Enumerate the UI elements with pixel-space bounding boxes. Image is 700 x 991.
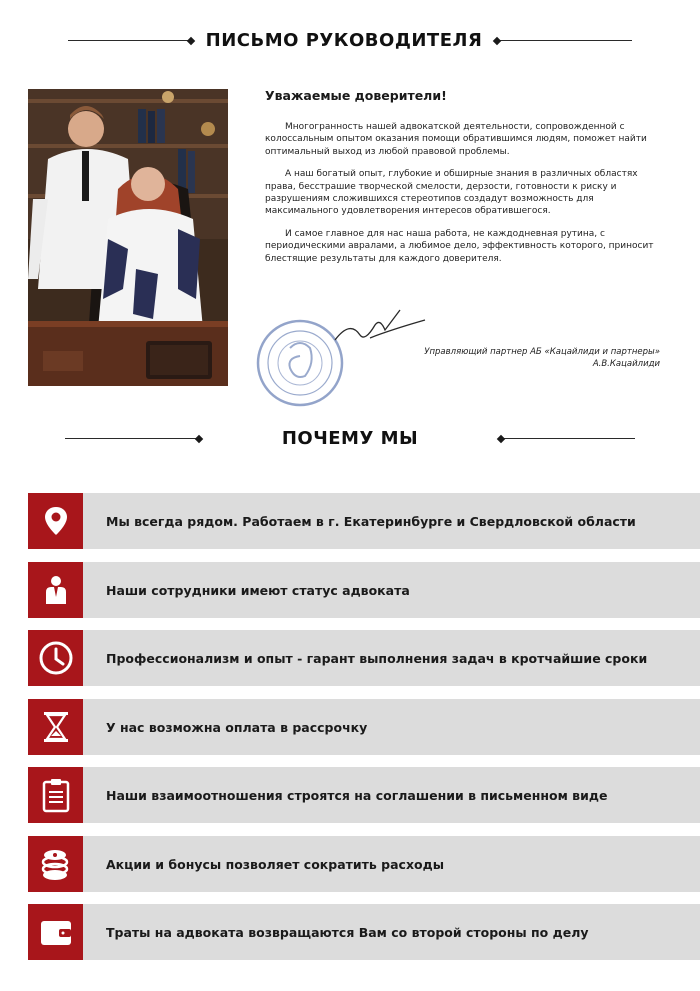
- benefit-icon-box: [28, 562, 83, 618]
- benefit-row: [28, 562, 700, 618]
- benefit-text: Акции и бонусы позволяет сократить расходы: [106, 856, 445, 872]
- letter-paragraph: Многогранность нашей адвокатской деятельности, сопровожденной с колоссальным опытом оказания помощи обратившимся людям, поможет найти оптимальный выход из любой правовой проблемы.: [265, 122, 647, 157]
- benefit-row: [28, 699, 700, 755]
- benefit-icon-box: [28, 767, 83, 823]
- benefit-text: Мы всегда рядом. Работаем в г. Екатеринбурге и Свердловской области: [106, 513, 636, 529]
- benefit-text: Наши сотрудники имеют статус адвоката: [106, 582, 410, 598]
- benefit-icon-box: [28, 493, 83, 549]
- diamond-ornament: [195, 434, 203, 442]
- wallet-icon: [39, 917, 73, 947]
- clipboard-icon: [41, 777, 71, 813]
- letter-section-header: [0, 30, 700, 51]
- benefit-text: Наши взаимоотношения строятся на соглашении в письменном виде: [106, 787, 608, 803]
- divider-line: [68, 40, 188, 41]
- why-us-section-header: [0, 428, 700, 449]
- benefit-icon-box: [28, 630, 83, 686]
- benefit-icon-box: [28, 836, 83, 892]
- section-title: ПИСЬМО РУКОВОДИТЕЛЯ: [205, 30, 483, 51]
- benefit-row: [28, 493, 700, 549]
- benefit-text: Траты на адвоката возвращаются Вам со второй стороны по делу: [106, 924, 589, 940]
- benefit-row: [28, 767, 700, 823]
- map-pin-icon: [39, 504, 73, 538]
- hourglass-icon: [41, 710, 71, 744]
- benefit-icon-box: [28, 904, 83, 960]
- letter-signature-block: [380, 346, 660, 370]
- signature-role: Управляющий партнер АБ «Кацайлиди и партнеры»: [424, 347, 660, 357]
- benefit-icon-box: [28, 699, 83, 755]
- divider-line: [500, 40, 632, 41]
- benefit-text: У нас возможна оплата в рассрочку: [106, 719, 368, 735]
- divider-line: [65, 438, 196, 439]
- director-photo: [28, 89, 228, 386]
- section-title: ПОЧЕМУ МЫ: [281, 428, 419, 449]
- letter-paragraph: И самое главное для нас наша работа, не каждодневная рутина, с периодическими авралами, а любимое дело, эффективность которого, приносит блестящие результаты для каждого доверителя.: [265, 228, 654, 264]
- benefit-row: [28, 630, 700, 686]
- director-letter: [265, 88, 660, 275]
- diamond-ornament: [497, 434, 505, 442]
- letter-paragraph: А наш богатый опыт, глубокие и обширные знания в различных областях права, бесстрашие творческой смелости, дерзости, готовности к риску и разрушениям сложившихся стереотипов создадут возможность для максимального удовлетворения интересов обратившегося.: [265, 169, 638, 217]
- signature-name: А.В.Кацайлиди: [592, 359, 660, 369]
- benefit-row: [28, 836, 700, 892]
- lawyer-icon: [39, 573, 73, 607]
- letter-greeting: Уважаемые доверители!: [265, 88, 447, 103]
- benefit-row: [28, 904, 700, 960]
- benefit-text: Профессионализм и опыт - гарант выполнения задач в кротчайшие сроки: [106, 650, 648, 666]
- clock-icon: [38, 640, 74, 676]
- diamond-ornament: [493, 36, 501, 44]
- coins-icon: [38, 847, 74, 881]
- diamond-ornament: [186, 36, 194, 44]
- divider-line: [504, 438, 635, 439]
